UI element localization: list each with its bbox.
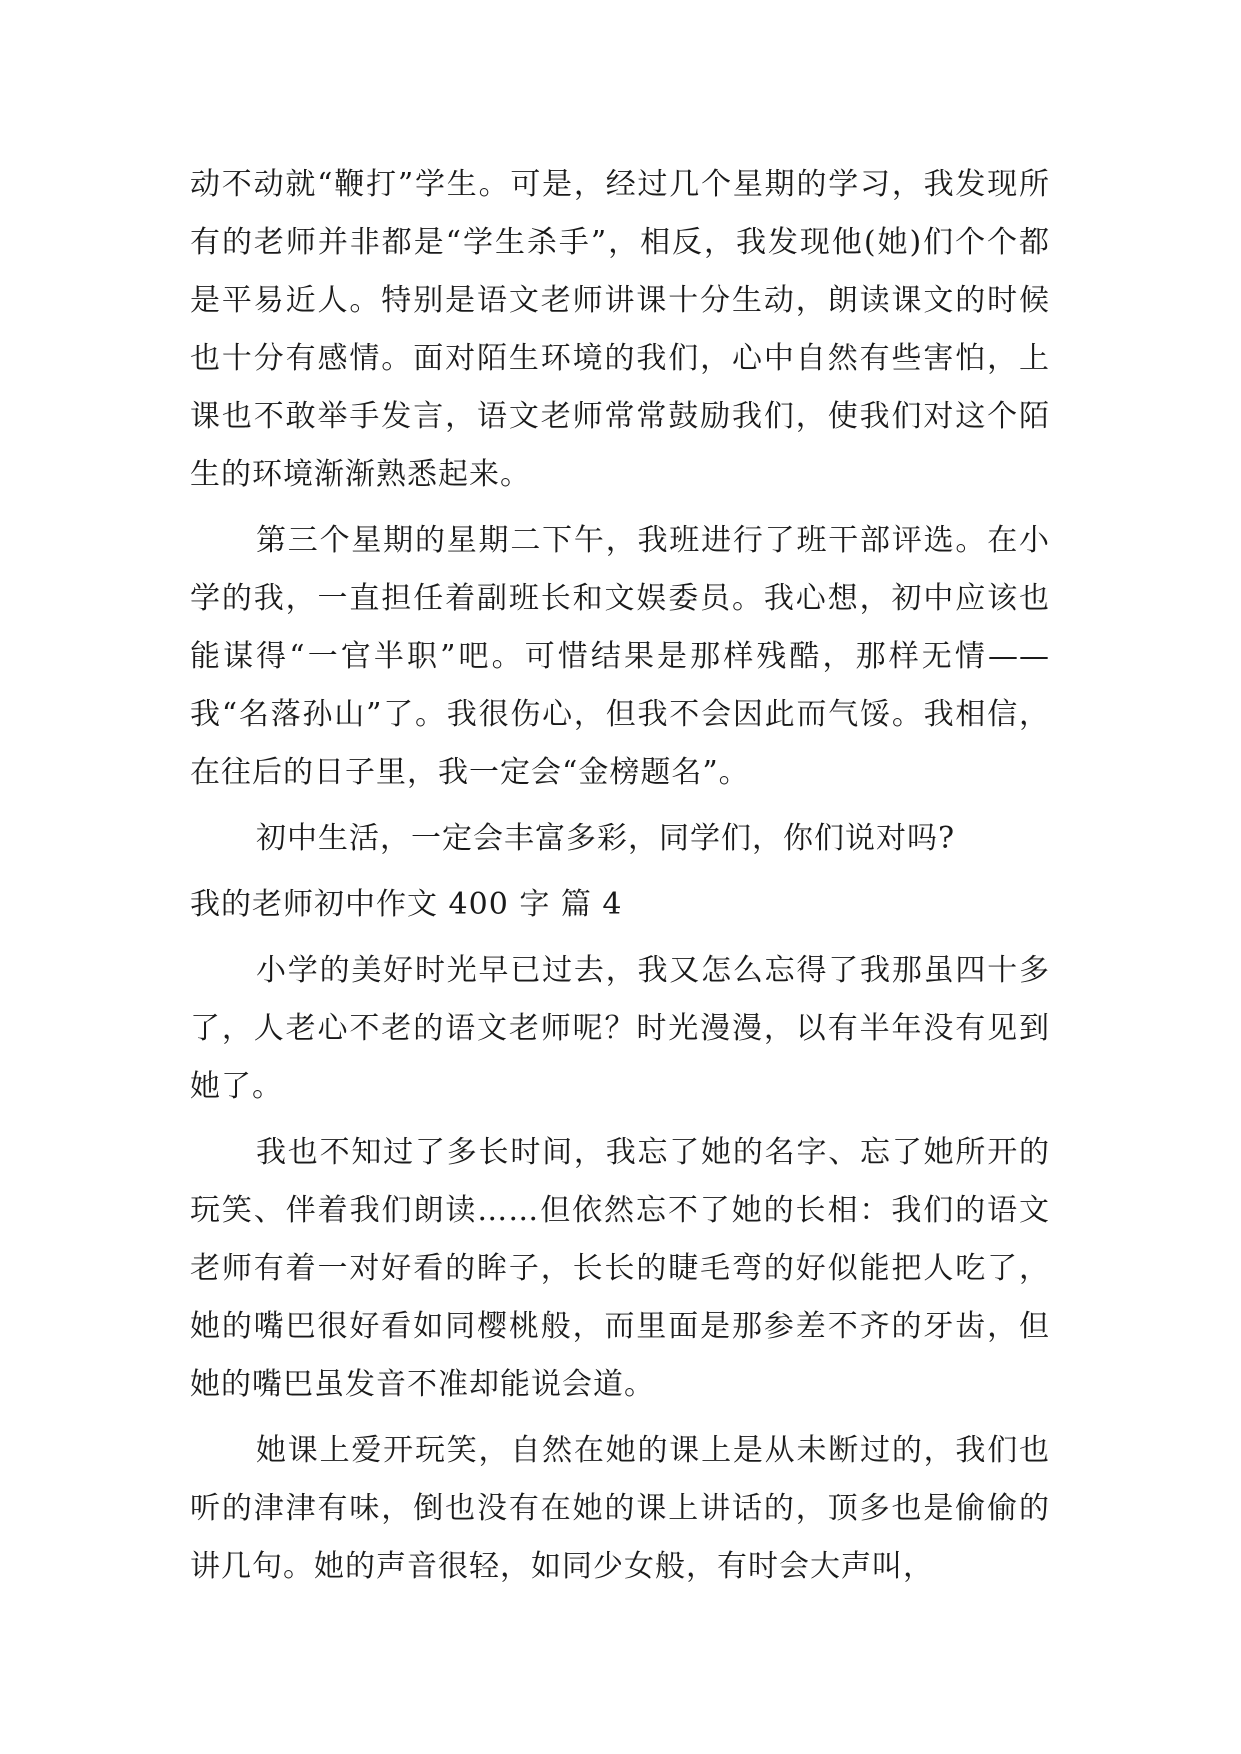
paragraph-closing-question: 初中生活，一定会丰富多彩，同学们，你们说对吗? bbox=[256, 821, 956, 856]
paragraph-memory: 小学的美好时光早已过去，我又怎么忘得了我那虽四十多了，人老心不老的语文老师呢？时光漫漫，以有半年没有见到她了。 bbox=[190, 953, 1050, 1104]
paragraph-jokes: 她课上爱开玩笑，自然在她的课上是从未断过的，我们也听的津津有味，倒也没有在她的课上讲话的，顶多也是偷偷的讲几句。她的声音很轻，如同少女般，有时会大声叫， bbox=[190, 1433, 1050, 1584]
section-heading: 我的老师初中作文 400 字 篇 4 bbox=[190, 887, 623, 922]
paragraph-appearance: 我也不知过了多长时间，我忘了她的名字、忘了她所开的玩笑、伴着我们朗读……但依然忘不了她的长相：我们的语文老师有着一对好看的眸子，长长的睫毛弯的好似能把人吃了，她的嘴巴很好看如同樱桃般，而里面是那参差不齐的牙齿，但她的嘴巴虽发音不准却能说会道。 bbox=[190, 1135, 1050, 1402]
paragraph-class-election: 第三个星期的星期二下午，我班进行了班干部评选。在小学的我，一直担任着副班长和文娱委员。我心想，初中应该也能谋得“一官半职”吧。可惜结果是那样残酷，那样无情——我“名落孙山”了。我很伤心，但我不会因此而气馁。我相信，在往后的日子里，我一定会“金榜题名”。 bbox=[190, 523, 1050, 790]
paragraph-continuation: 动不动就“鞭打”学生。可是，经过几个星期的学习，我发现所有的老师并非都是“学生杀手”，相反，我发现他(她)们个个都是平易近人。特别是语文老师讲课十分生动，朗读课文的时候也十分有感情。面对陌生环境的我们，心中自然有些害怕，上课也不敢举手发言，语文老师常常鼓励我们，使我们对这个陌生的环境渐渐熟悉起来。 bbox=[190, 167, 1050, 492]
document-body bbox=[190, 156, 1050, 1596]
